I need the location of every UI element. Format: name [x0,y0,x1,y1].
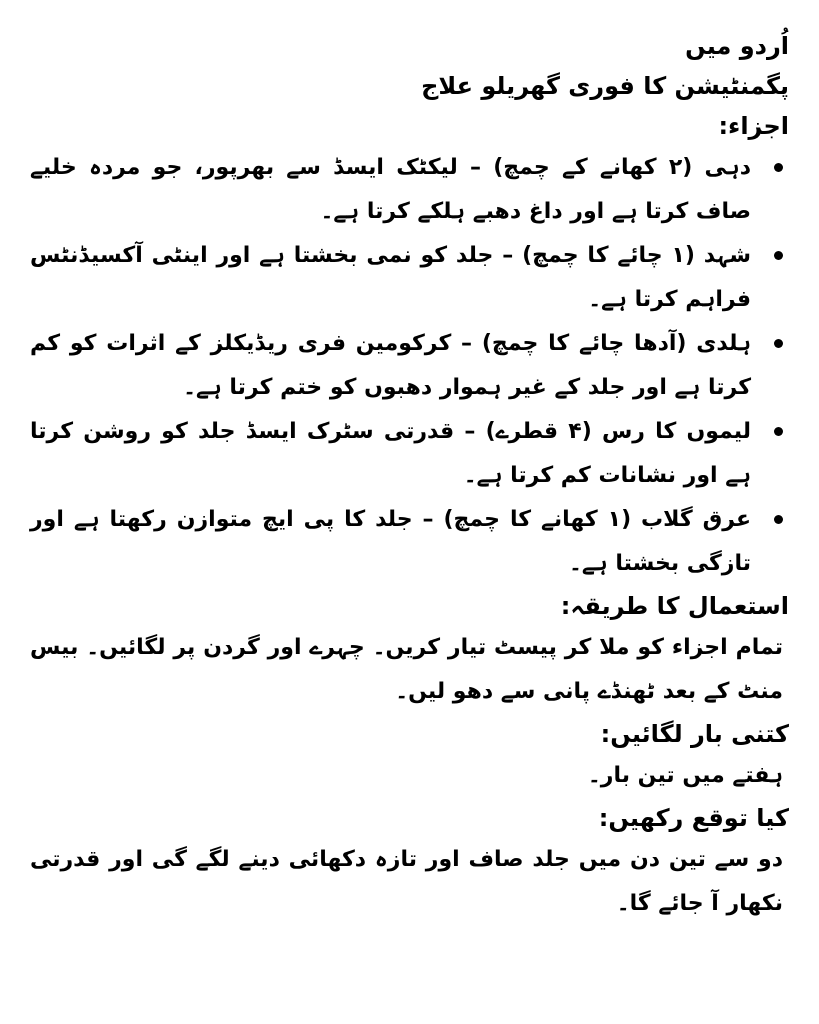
list-item [30,322,789,410]
article [30,26,789,926]
expectation-heading: کیا توقع رکھیں: [598,804,789,832]
frequency-text: ہفتے میں تین بار۔ [587,763,783,788]
list-item [30,234,789,322]
list-item [30,498,789,586]
bullet-icon [774,515,783,524]
bullet-icon [774,251,783,260]
bullet-icon [774,339,783,348]
ingredient-text: عرق گلاب (۱ کھانے کا چمچ) – جلد کا پی ایچ متوازن رکھتا ہے اور تازگی بخشتا ہے۔ [30,507,751,576]
page-title: پگمنٹیشن کا فوری گھریلو علاج [421,72,789,100]
ingredient-text: دہی (۲ کھانے کے چمچ) – لیکٹک ایسڈ سے بھرپور، جو مردہ خلیے صاف کرتا ہے اور داغ دھبے ہلکے کرتا ہے۔ [30,155,751,224]
ingredients-list [30,146,789,586]
method-heading: استعمال کا طریقہ: [560,592,789,620]
language-heading: اُردو میں [685,32,789,60]
ingredient-text: شہد (۱ چائے کا چمچ) – جلد کو نمی بخشتا ہے اور اینٹی آکسیڈنٹس فراہم کرتا ہے۔ [30,243,751,312]
expectation-text: دو سے تین دن میں جلد صاف اور تازہ دکھائی دینے لگے گی اور قدرتی نکھار آ جائے گا۔ [30,847,783,916]
frequency-heading: کتنی بار لگائیں: [600,720,789,748]
bullet-icon [774,163,783,172]
method-text: تمام اجزاء کو ملا کر پیسٹ تیار کریں۔ چہرے اور گردن پر لگائیں۔ بیس منٹ کے بعد ٹھنڈے پانی سے دھو لیں۔ [30,635,783,704]
list-item [30,146,789,234]
list-item [30,410,789,498]
ingredients-heading: اجزاء: [718,112,789,140]
ingredient-text: لیموں کا رس (۴ قطرے) – قدرتی سٹرک ایسڈ جلد کو روشن کرتا ہے اور نشانات کم کرتا ہے۔ [30,419,751,488]
bullet-icon [774,427,783,436]
ingredient-text: ہلدی (آدھا چائے کا چمچ) – کرکومین فری ریڈیکلز کے اثرات کو کم کرتا ہے اور جلد کے غیر ہموار دھبوں کو ختم کرتا ہے۔ [30,331,751,400]
